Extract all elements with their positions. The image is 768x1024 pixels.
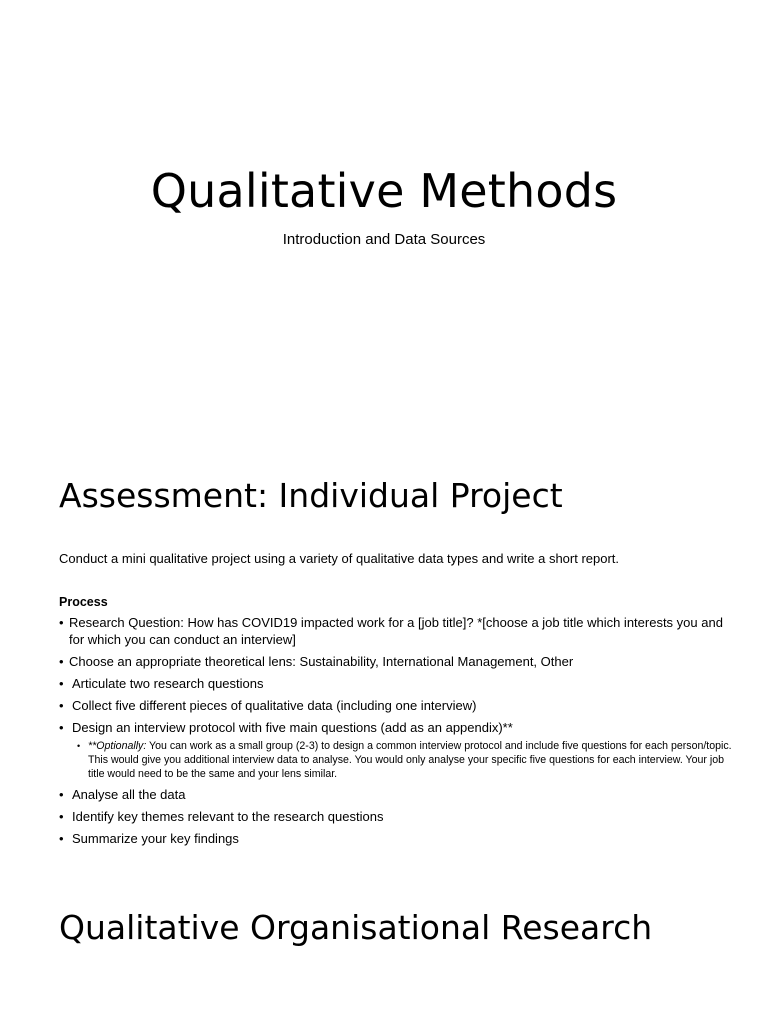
list-item-text: Design an interview protocol with five main questions (add as an appendix)** xyxy=(72,720,513,735)
list-item xyxy=(59,653,729,670)
list-item xyxy=(59,830,729,847)
list-item-text: Articulate two research questions xyxy=(72,676,264,691)
list-item-text: Research Question: How has COVID19 impacted work for a [job title]? *[choose a job title which interests you and for which you can conduct an interview] xyxy=(69,615,723,647)
bullet-list xyxy=(59,614,732,852)
bullet-icon: • xyxy=(59,676,64,691)
intro-text: Conduct a mini qualitative project using a variety of qualitative data types and write a short report. xyxy=(59,551,620,566)
optional-lead: **Optionally: xyxy=(88,740,147,752)
bullet-icon: • xyxy=(59,654,64,669)
list-item-text: Summarize your key findings xyxy=(72,831,239,846)
slide-subtitle: Introduction and Data Sources xyxy=(282,231,486,248)
list-item-text: Choose an appropriate theoretical lens: Sustainability, International Management, Other xyxy=(69,654,574,669)
list-item-text: Identify key themes relevant to the research questions xyxy=(72,809,384,824)
list-item xyxy=(59,808,729,825)
list-item xyxy=(59,786,729,803)
slide-title: Qualitative Methods xyxy=(150,164,618,218)
list-item xyxy=(59,614,729,648)
sub-list-item-text: You can work as a small group (2-3) to design a common interview protocol and include five questions for each person/topic. This would give you additional interview data to analyse. You would only analyse your specific five questions for each interview. Your job title would need to be the same and your lens similar. xyxy=(88,740,732,780)
process-label: Process xyxy=(59,595,108,609)
bullet-icon: • xyxy=(59,831,64,846)
list-item-text: Analyse all the data xyxy=(72,787,186,802)
bullet-icon: • xyxy=(59,720,64,735)
bullet-icon: • xyxy=(59,787,64,802)
bullet-icon: • xyxy=(59,615,64,630)
list-item xyxy=(59,675,729,692)
list-item xyxy=(59,719,729,736)
slide-heading: Assessment: Individual Project xyxy=(59,476,563,515)
bullet-icon: • xyxy=(59,698,64,713)
list-item-text: Collect five different pieces of qualitative data (including one interview) xyxy=(72,698,477,713)
list-item xyxy=(59,697,729,714)
bullet-icon: • xyxy=(59,809,64,824)
sub-bullet-icon: • xyxy=(77,741,81,751)
sub-list-item xyxy=(77,739,743,781)
slide-heading: Qualitative Organisational Research xyxy=(59,908,653,947)
